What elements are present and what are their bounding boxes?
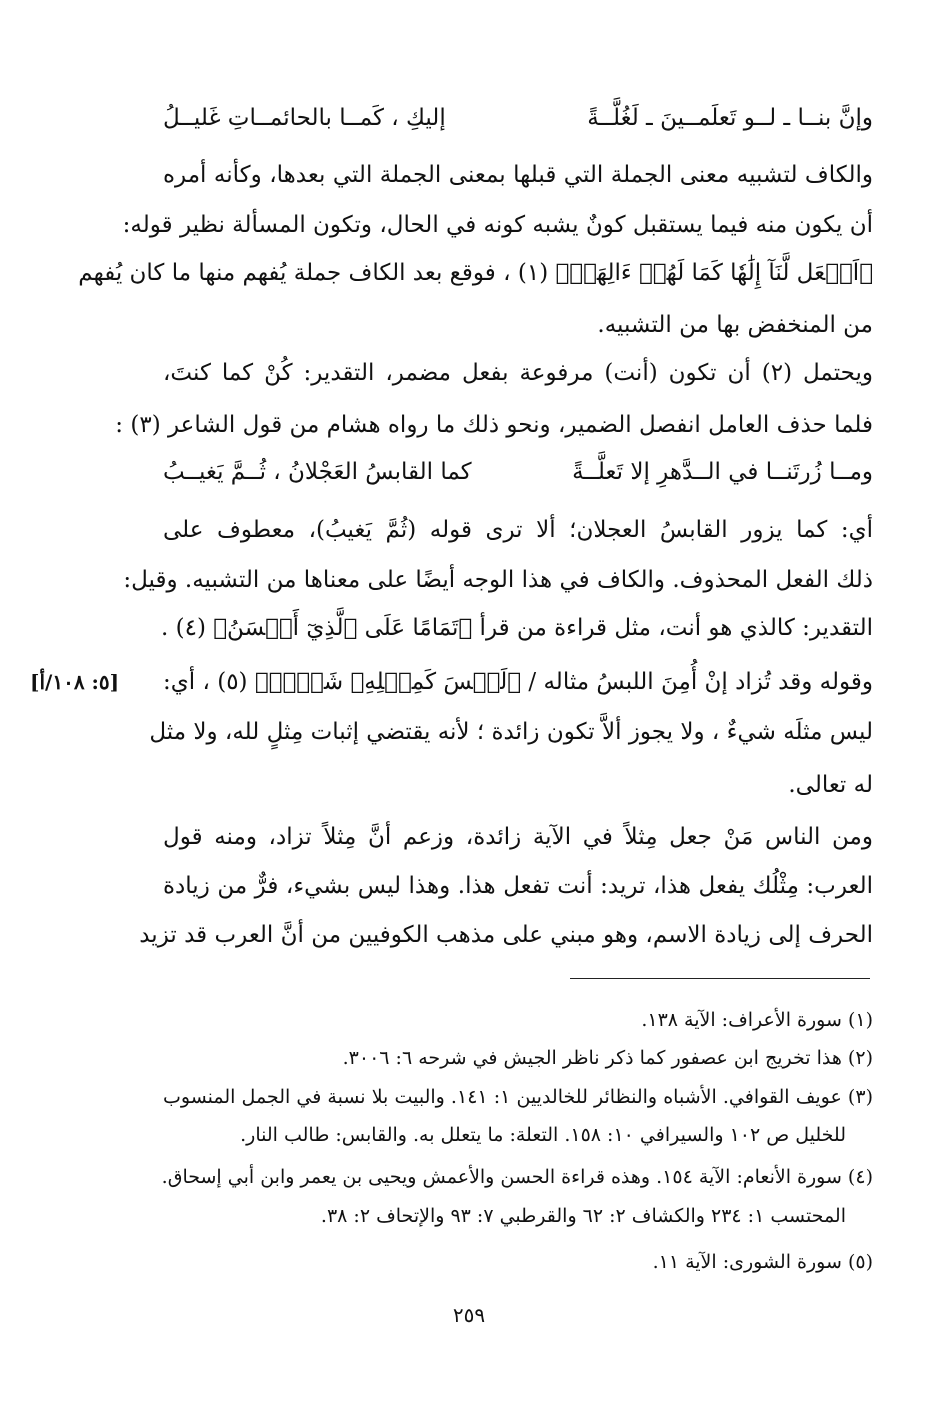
verse1-second-hemistich: إليكِ ، كَمــا بالحائمــاتِ غَليــلُ bbox=[163, 105, 446, 131]
footnote-1: (١) سورة الأعراف: الآية ١٣٨. bbox=[641, 1009, 873, 1031]
text-line: فلما حذف العامل انفصل الضمير، ونحو ذلك ما رواه هشام من قول الشاعر (٣) : bbox=[115, 412, 873, 438]
text-line: والكاف لتشبيه معنى الجملة التي قبلها بمعنى الجملة التي بعدها، وكأنه أمره bbox=[163, 162, 873, 188]
margin-folio-note: [٥: ١٠٨/أ] bbox=[30, 670, 120, 694]
footnote-3: (٣) عويف القوافي. الأشباه والنظائر للخالديين ١: ١٤١. والبيت بلا نسبة في الجمل المنسوب bbox=[163, 1086, 873, 1108]
footnote-4-continued: المحتسب ١: ٢٣٤ والكشاف ٢: ٦٢ والقرطبي ٧: ٩٣ والإتحاف ٢: ٣٨. bbox=[320, 1205, 846, 1227]
text-line: التقدير: كالذي هو أنت، مثل قراءة من قرأ ﴿تَمَامًا عَلَى ٱلَّذِيٓ أَحۡسَنُ﴾ (٤) . bbox=[161, 615, 873, 641]
text-line: وقوله وقد تُزاد إنْ أُمِنَ اللبسُ مثاله / ﴿لَيۡسَ كَمِثۡلِهِۦ شَيۡءٞ﴾ (٥) ، أي: bbox=[163, 669, 873, 695]
text-line: ﴿اَجۡعَل لَّنَآ إِلَٰهٗا كَمَا لَهُمۡ ءَالِهَةٞ﴾ (١) ، فوقع بعد الكاف جملة يُفهم منها ما كان يُفهم bbox=[78, 260, 873, 286]
footnote-separator bbox=[570, 978, 870, 979]
text-line: أي: كما يزور القابسُ العجلان؛ ألا ترى قوله (ثُمَّ يَغيبُ)، معطوف على bbox=[163, 517, 873, 543]
verse2-first-hemistich: ومــا زُرتَنــا في الــدَّهرِ إلا تَعلَّــةً bbox=[572, 459, 873, 485]
footnote-4: (٤) سورة الأنعام: الآية ١٥٤. وهذه قراءة الحسن والأعمش ويحيى بن يعمر وابن أبي إسحاق. bbox=[161, 1166, 873, 1188]
text-line: الحرف إلى زيادة الاسم، وهو مبني على مذهب الكوفيين من أنَّ العرب قد تزيد bbox=[139, 922, 873, 948]
footnote-5: (٥) سورة الشورى: الآية ١١. bbox=[652, 1251, 873, 1273]
text-line: ومن الناس مَنْ جعل مِثلاً في الآية زائدة، وزعم أنَّ مِثلاً تزاد، ومنه قول bbox=[163, 824, 873, 850]
text-line: من المنخفض بها من التشبيه. bbox=[597, 312, 873, 338]
text-line: ويحتمل (٢) أن تكون (أنت) مرفوعة بفعل مضمر، التقدير: كُنْ كما كنتَ، bbox=[163, 360, 874, 386]
text-line: ذلك الفعل المحذوف. والكاف في هذا الوجه أيضًا على معناها من التشبيه. وقيل: bbox=[123, 567, 873, 593]
text-line: العرب: مِثْلُك يفعل هذا، تريد: أنت تفعل هذا. وهذا ليس بشيء، فرٌّ من زيادة bbox=[163, 873, 873, 899]
footnote-3-continued: للخليل ص ١٠٢ والسيرافي ١٠: ١٥٨. التعلة: ما يتعلل به. والقابس: طالب النار. bbox=[240, 1124, 846, 1146]
footnote-2: (٢) هذا تخريج ابن عصفور كما ذكر ناظر الجيش في شرحه ٦: ٣٠٠٦. bbox=[342, 1047, 873, 1069]
text-line: أن يكون منه فيما يستقبل كونٌ يشبه كونه في الحال، وتكون المسألة نظير قوله: bbox=[122, 212, 873, 238]
verse1-first-hemistich: وإنَّ بنــا ـ لــو تَعلَمــينَ ـ لَغُلَّــةً bbox=[587, 105, 873, 131]
page-number: ٢٥٩ bbox=[452, 1303, 486, 1327]
text-line: ليس مثلَه شيءٌ ، ولا يجوز ألاَّ تكون زائدة ؛ لأنه يقتضي إثبات مِثلٍ لله، ولا مثل bbox=[149, 719, 873, 745]
text-line: له تعالى. bbox=[788, 772, 873, 798]
verse2-second-hemistich: كما القابسُ العَجْلانُ ، ثُــمَّ يَغيــبُ bbox=[163, 459, 472, 485]
